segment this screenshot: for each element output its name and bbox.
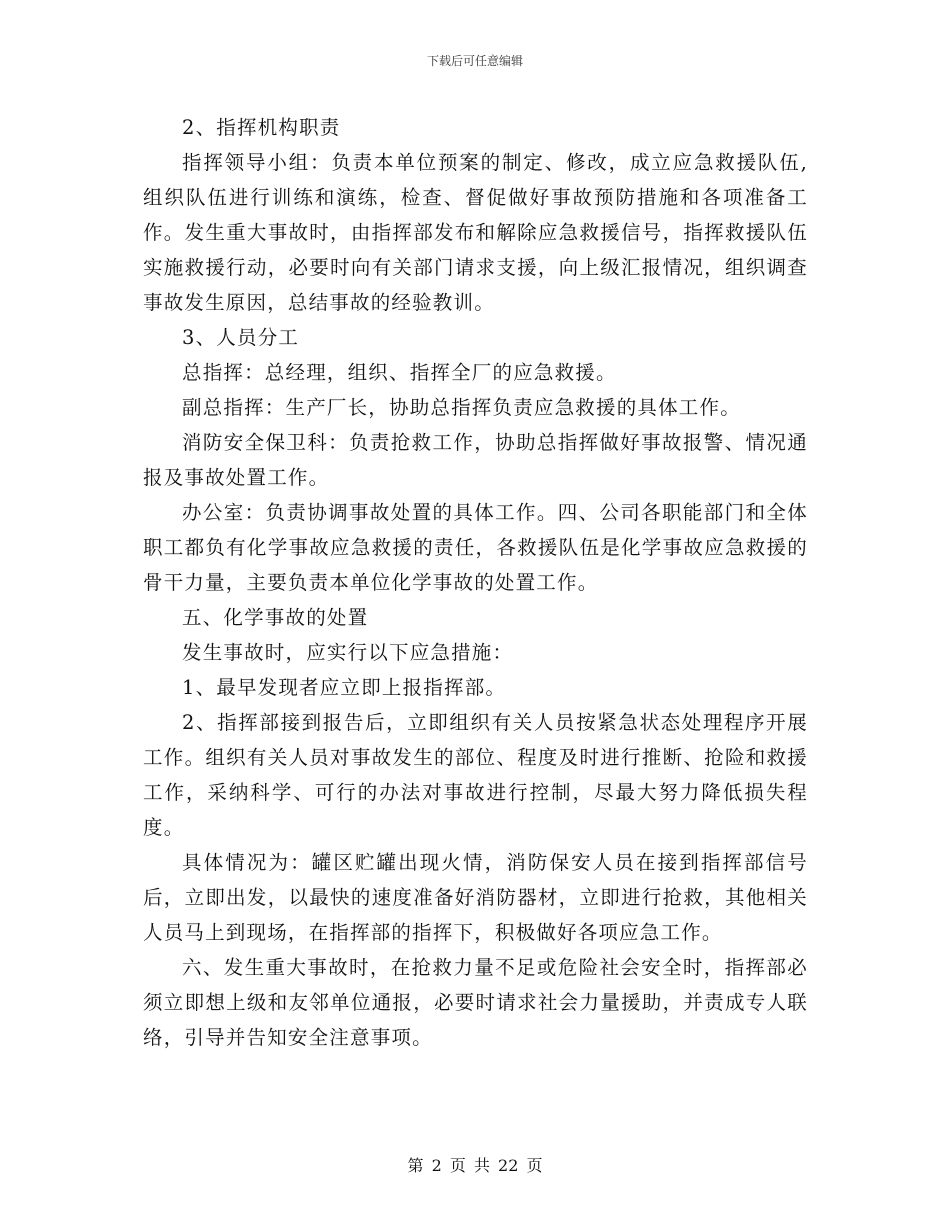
paragraph: 总指挥：总经理，组织、指挥全厂的应急救援。 [182, 361, 617, 384]
paragraph: 1、最早发现者应立即上报指挥部。 [182, 676, 507, 699]
paragraph: 消防安全保卫科：负责抢救工作，协助总指挥做好事故报警、情况通报及事故处置工作。 [143, 431, 808, 489]
section-heading: 五、化学事故的处置 [182, 606, 369, 629]
paragraph: 办公室：负责协调事故处置的具体工作。四、公司各职能部门和全体职工都负有化学事故应急救援的责任，各救援队伍是化学事故应急救援的骨干力量，主要负责本单位化学事故的处置工作。 [143, 501, 808, 594]
section-heading: 3、人员分工 [182, 326, 300, 349]
document-body [143, 110, 808, 1055]
section-heading: 2、指挥机构职责 [182, 116, 341, 139]
paragraph: 六、发生重大事故时，在抢救力量不足或危险社会安全时，指挥部必须立即想上级和友邻单位通报，必要时请求社会力量援助，并责成专人联络，引导并告知安全注意事项。 [143, 956, 808, 1049]
page-header: 下载后可任意编辑 [426, 54, 523, 68]
paragraph: 发生事故时，应实行以下应急措施： [182, 641, 514, 664]
paragraph: 具体情况为：罐区贮罐出现火情，消防保安人员在接到指挥部信号后，立即出发，以最快的速度准备好消防器材，立即进行抢救，其他相关人员马上到现场，在指挥部的指挥下，积极做好各项应急工作。 [143, 851, 808, 944]
paragraph: 2、指挥部接到报告后，立即组织有关人员按紧急状态处理程序开展工作。组织有关人员对事故发生的部位、程度及时进行推断、抢险和救援工作，采纳科学、可行的办法对事故进行控制，尽最大努力降低损失程度。 [143, 711, 808, 839]
paragraph: 副总指挥：生产厂长，协助总指挥负责应急救援的具体工作。 [182, 396, 741, 419]
paragraph: 指挥领导小组：负责本单位预案的制定、修改，成立应急救援队伍,组织队伍进行训练和演练，检查、督促做好事故预防措施和各项准备工作。发生重大事故时，由指挥部发布和解除应急救援信号，指挥救援队伍实施救援行动，必要时向有关部门请求支援，向上级汇报情况，组织调查事故发生原因，总结事故的经验教训。 [143, 151, 808, 314]
page-number: 第 2 页 共 22 页 [407, 1156, 543, 1175]
